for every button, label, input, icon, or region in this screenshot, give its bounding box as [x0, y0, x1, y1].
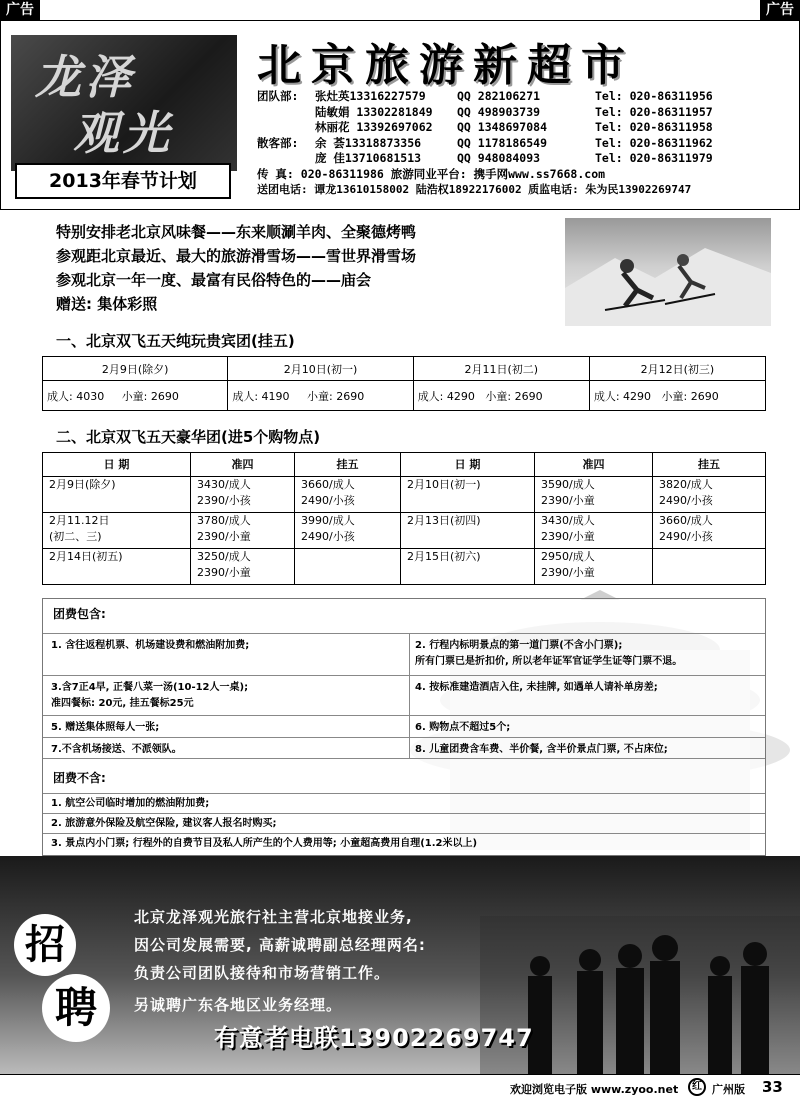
included-row [43, 715, 765, 737]
logo-line1: 龙泽 [35, 50, 135, 104]
section2-header: 准四 [535, 453, 653, 477]
table-cell: 3250/成人 2390/小童 [191, 549, 295, 585]
table-cell: 2月10日(初一) [401, 477, 535, 513]
table-cell: 3820/成人 2490/小孩 [653, 477, 766, 513]
highlight-item: 参观距北京最近、最大的旅游滑雪场——雪世界滑雪场 [56, 247, 417, 265]
contact-tel: Tel: 020-86311962 [595, 135, 713, 150]
included-row [43, 633, 765, 667]
recruit-line: 北京龙泽观光旅行社主营北京地接业务, [134, 908, 413, 926]
adult-price: 成人: 4290 [593, 389, 652, 403]
table-cell: 3430/成人 2390/小孩 [191, 477, 295, 513]
section2-header: 挂五 [295, 453, 401, 477]
fax-line: 传 真: 020-86311986 旅游同业平台: 携手网www.ss7668.com [257, 166, 606, 181]
excluded-item: 2. 旅游意外保险及航空保险, 建议客人报名时购买; [51, 818, 277, 829]
included-item: 6. 购物点不超过5个; [415, 722, 511, 733]
excluded-item: 1. 航空公司临时增加的燃油附加费; [51, 798, 210, 809]
section2-title: 二、北京双飞五天豪华团(进5个购物点) [56, 428, 321, 446]
contact-qq: QQ 282106271 [457, 89, 541, 103]
footer-badge: 红 [688, 1078, 706, 1096]
recruit-contact: 有意者电联13902269747 [214, 1024, 534, 1052]
included-item: 2. 行程内标明景点的第一道门票(不含小门票); 所有门票已是折扣价, 所以老年证军官证学生证等门票不退。 [415, 640, 683, 667]
contact-tel: Tel: 020-86311957 [595, 104, 713, 119]
recruit-banner [0, 856, 800, 1074]
section2-table [42, 452, 766, 585]
highlights [56, 220, 556, 316]
fee-terms-box [42, 598, 766, 856]
section1-date: 2月11日(初二) [413, 357, 589, 381]
ad-label-left: 广告 [0, 0, 40, 20]
table-cell: 3660/成人 2490/小孩 [295, 477, 401, 513]
table-cell: 2950/成人 2390/小童 [535, 549, 653, 585]
child-price: 小童: 2690 [307, 389, 365, 403]
included-item: 4. 按标准建造酒店入住, 未挂牌, 如遇单人请补单房差; [415, 682, 658, 693]
page-number: 33 [762, 1078, 783, 1096]
excluded-item: 3. 景点内小门票; 行程外的自费节目及私人所产生的个人费用等; 小童超高费用自理(1.2米以上) [51, 838, 478, 849]
included-label: 团费包含: [53, 607, 106, 621]
contact-row [257, 136, 797, 152]
table-cell: 2月15日(初六) [401, 549, 535, 585]
table-cell: 2月13日(初四) [401, 513, 535, 549]
contact-row [257, 120, 797, 136]
recruit-line: 负责公司团队接待和市场营销工作。 [134, 964, 391, 982]
included-row [43, 675, 765, 713]
included-item: 1. 含往返程机票、机场建设费和燃油附加费; [51, 640, 250, 651]
table-cell: 3990/成人 2490/小孩 [295, 513, 401, 549]
adult-price: 成人: 4290 [417, 389, 475, 403]
table-cell: 2月9日(除夕) [43, 477, 191, 513]
delivery-line: 送团电话: 谭龙13610158002 陆浩权18922176002 质监电话: 朱为民13902269747 [257, 183, 692, 196]
contact-tel: Tel: 020-86311956 [595, 89, 713, 103]
highlight-item: 参观北京一年一度、最富有民俗特色的——庙会 [56, 271, 372, 289]
section1-table [42, 356, 766, 411]
table-row [43, 477, 766, 513]
contact-name: 庞 佳13710681513 [315, 151, 422, 165]
plan-title: 2013年春节计划 [15, 163, 231, 199]
included-item: 5. 赠送集体照每人一张; [51, 722, 160, 733]
included-row [43, 737, 765, 759]
excluded-row [43, 813, 765, 833]
adult-price: 成人: 4030 [47, 389, 105, 403]
table-cell: 2月11.12日 (初二、三) [43, 513, 191, 549]
excluded-label: 团费不含: [53, 771, 106, 785]
recruit-line: 另诚聘广东各地区业务经理。 [134, 996, 343, 1014]
excluded-row [43, 793, 765, 813]
agency-logo [11, 35, 237, 171]
header [0, 20, 800, 210]
contact-qq: QQ 1348697084 [457, 120, 548, 134]
column-divider [409, 633, 410, 759]
included-item: 8. 儿童团费含车费、半价餐, 含半价景点门票, 不占床位; [415, 744, 668, 755]
skiing-photo [565, 218, 771, 326]
table-row [43, 549, 766, 585]
section1-title: 一、北京双飞五天纯玩贵宾团(挂五) [56, 332, 295, 350]
recruit-char-2: 聘 [42, 974, 110, 1042]
ad-label-right: 广告 [760, 0, 800, 20]
table-cell [653, 549, 766, 585]
included-item: 7.不含机场接送、不派领队。 [51, 744, 182, 755]
section1-price-cell [228, 381, 413, 411]
recruit-line: 因公司发展需要, 高薪诚聘副总经理两名: [134, 936, 426, 954]
contact-name: 余 荟13318873356 [315, 135, 422, 150]
adult-price: 成人: 4190 [232, 389, 290, 403]
skier-illustration [565, 218, 771, 326]
contact-block [257, 89, 797, 198]
child-price: 小童: 2690 [485, 389, 543, 403]
section1-date: 2月12日(初三) [589, 357, 765, 381]
recruit-char-1: 招 [14, 914, 76, 976]
contact-row [257, 105, 797, 121]
table-cell: 2月14日(初五) [43, 549, 191, 585]
contact-tel: Tel: 020-86311958 [595, 120, 713, 134]
section1-price-cell [43, 381, 228, 411]
table-row [43, 513, 766, 549]
contact-qq: QQ 498903739 [457, 104, 541, 119]
contact-tel: Tel: 020-86311979 [595, 151, 713, 165]
child-price: 小童: 2690 [121, 389, 179, 403]
contact-row [257, 89, 797, 105]
section1-price-cell [413, 381, 589, 411]
table-cell [295, 549, 401, 585]
excluded-row [43, 833, 765, 855]
contact-name: 林丽花 13392697062 [315, 120, 433, 134]
table-cell: 3430/成人 2390/小童 [535, 513, 653, 549]
highlight-item: 赠送: 集体彩照 [56, 295, 158, 313]
section2-header: 挂五 [653, 453, 766, 477]
contact-name: 陆敏娟 13302281849 [315, 104, 433, 119]
logo-line2: 观光 [73, 106, 173, 160]
section2-header: 日 期 [401, 453, 535, 477]
contact-role: 团队部: [257, 89, 299, 103]
table-cell: 3660/成人 2490/小孩 [653, 513, 766, 549]
section1-date: 2月10日(初一) [228, 357, 413, 381]
brand-title: 北京旅游新超市 [257, 40, 635, 91]
included-item: 3.含7正4早, 正餐八菜一汤(10-12人一桌); 准四餐标: 20元, 挂五餐标25元 [51, 682, 249, 709]
contact-name: 张灶英13316227579 [315, 89, 426, 103]
section2-header: 准四 [191, 453, 295, 477]
footer-site: 欢迎浏览电子版 www.zyoo.net [510, 1083, 679, 1096]
highlight-item: 特别安排老北京风味餐——东来顺涮羊肉、全聚德烤鸭 [56, 223, 417, 241]
footer-edition: 广州版 [712, 1083, 745, 1096]
child-price: 小童: 2690 [661, 389, 719, 403]
contact-qq: QQ 1178186549 [457, 135, 548, 150]
table-cell: 3590/成人 2390/小童 [535, 477, 653, 513]
contact-qq: QQ 948084093 [457, 151, 541, 165]
section1-date: 2月9日(除夕) [43, 357, 228, 381]
section1-price-cell [589, 381, 765, 411]
section2-header: 日 期 [43, 453, 191, 477]
table-cell: 3780/成人 2390/小童 [191, 513, 295, 549]
contact-row [257, 151, 797, 167]
page-footer [0, 1074, 800, 1100]
contact-role: 散客部: [257, 135, 299, 150]
